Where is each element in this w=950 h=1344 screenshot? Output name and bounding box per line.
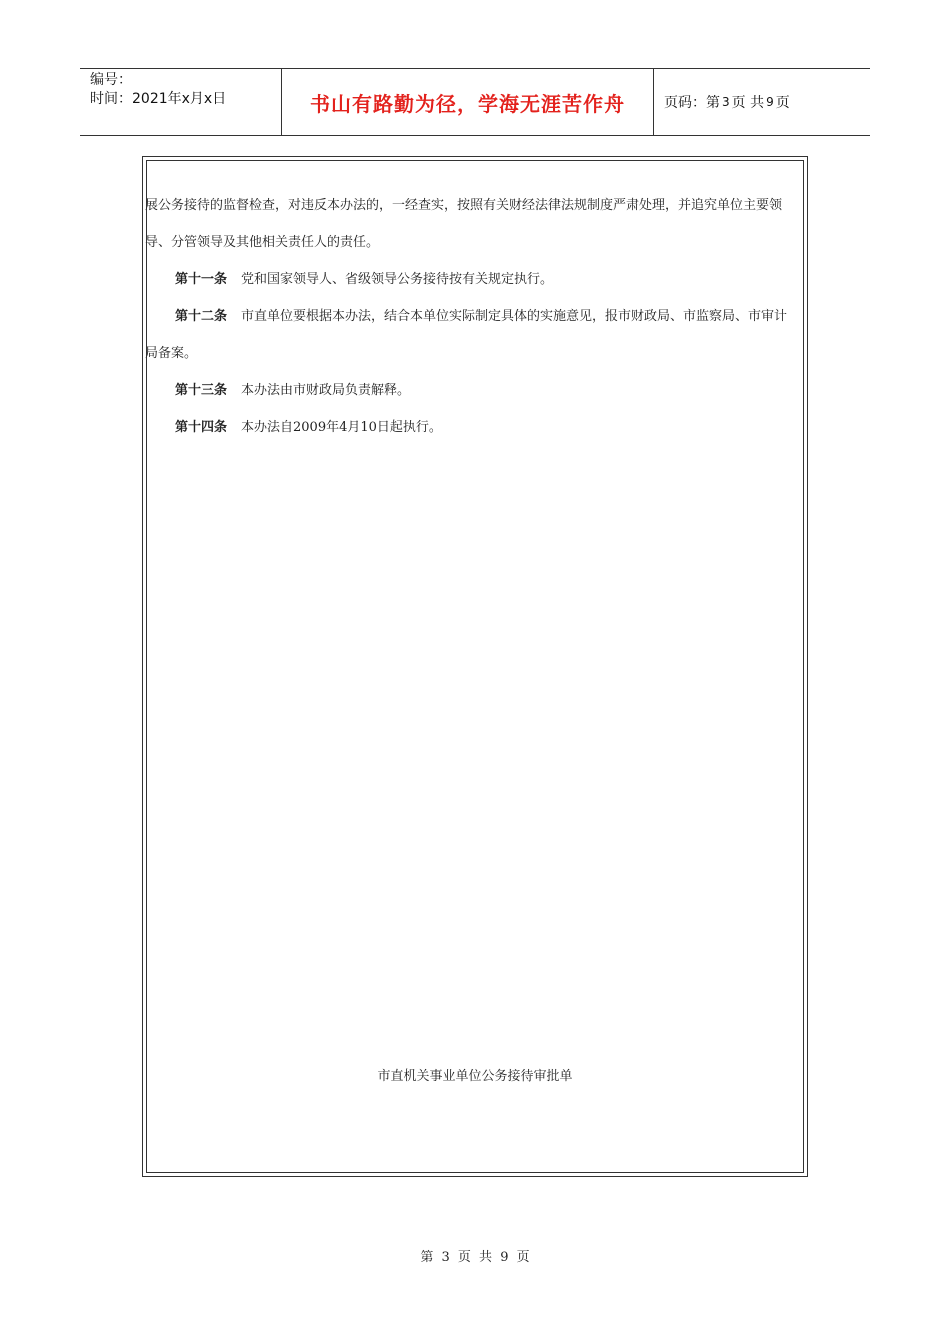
date-label: 时间：2021年x月x日 [90,91,227,107]
header-motto: 书山有路勤为径，学海无涯苦作舟 [281,69,654,135]
page-total: 9 [766,95,774,109]
page-current: 3 [722,95,730,109]
header-page-number [654,69,870,135]
article-number: 第十一条 [175,272,228,287]
article-12 [145,298,799,372]
page-prefix: 页码：第 [664,95,720,111]
serial-number-label: 编号： [90,72,132,88]
approval-form-title: 市直机关事业单位公务接待审批单 [377,1069,573,1084]
header-meta [80,69,281,135]
article-text: 本办法自2009年4月10日起执行。 [241,420,442,435]
page-mid: 页 共 [731,95,765,111]
document-body [145,187,799,446]
article-13 [145,372,799,409]
content-frame [142,156,808,1177]
article-11 [145,261,799,298]
article-text: 党和国家领导人、省级领导公务接待按有关规定执行。 [241,272,554,287]
article-14 [145,409,799,446]
document-header [80,68,870,136]
continuation-paragraph: 展公务接待的监督检查，对违反本办法的，一经查实，按照有关财经法律法规制度严肃处理，并追究单位主要领导、分管领导及其他相关责任人的责任。 [145,198,783,250]
page-footer: 第 3 页 共 9 页 [420,1250,530,1265]
article-text: 本办法由市财政局负责解释。 [241,383,411,398]
article-number: 第十二条 [175,309,228,324]
article-number: 第十四条 [175,420,228,435]
article-text: 市直单位要根据本办法，结合本单位实际制定具体的实施意见，报市财政局、市监察局、市审计局备案。 [145,309,788,361]
page-suffix: 页 [775,95,790,111]
article-number: 第十三条 [175,383,228,398]
